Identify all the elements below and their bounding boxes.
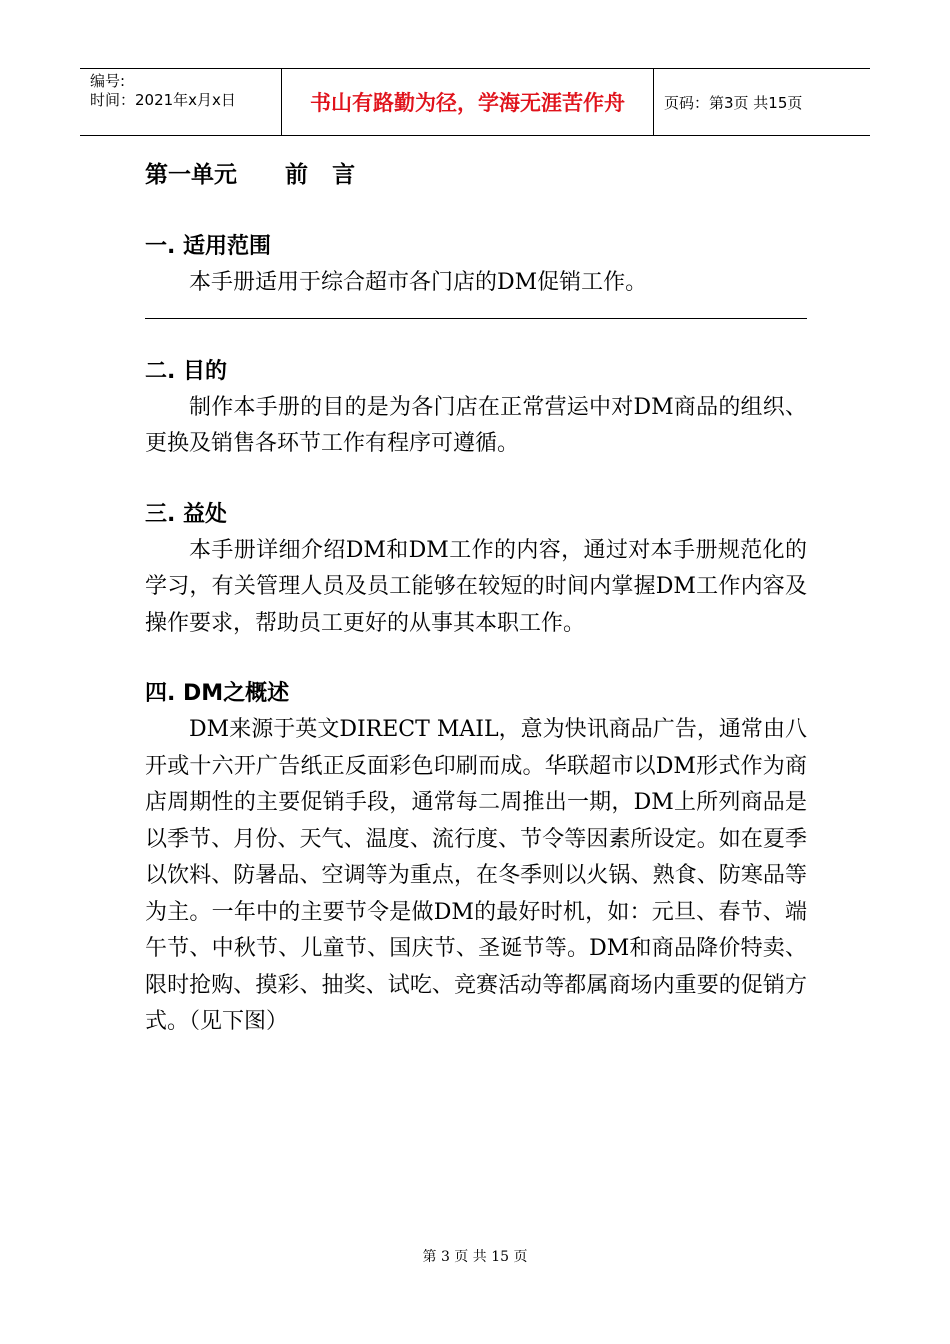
section-body-dm-overview: DM来源于英文DIRECT MAIL，意为快讯商品广告，通常由八开或十六开广告纸正反面彩色印刷而成。华联超市以DM形式作为商店周期性的主要促销手段，通常每二周推出一期，DM上所列商品是以季节、月份、天气、温度、流行度、节令等因素所设定。如在夏季以饮料、防暑品、空调等为重点，在冬季则以火锅、熟食、防寒品等为主。一年中的主要节令是做DM的最好时机，如：元旦、春节、端午节、中秋节、儿童节、国庆节、圣诞节等。DM和商品降价特卖、限时抢购、摸彩、抽奖、试吃、竞赛活动等都属商场内重要的促销方式。（见下图）: [145, 717, 807, 1034]
document-date: 时间：2021年x月x日: [90, 91, 236, 109]
page-footer: 第 3 页 共 15 页: [422, 1249, 528, 1265]
header-meta: [80, 69, 282, 135]
header-page-info: 页码：第3页 共15页: [664, 93, 803, 112]
section-title-scope: 一. 适用范围: [145, 234, 272, 259]
page-header: [80, 68, 870, 136]
document-body: [145, 155, 807, 1041]
section-title-benefits: 三. 益处: [145, 501, 228, 527]
section-body-purpose: 制作本手册的目的是为各门店在正常营运中对DM商品的组织、更换及销售各环节工作有程序可遵循。: [145, 394, 807, 456]
section-body-benefits: 本手册详细介绍DM和DM工作的内容，通过对本手册规范化的学习，有关管理人员及员工能够在较短的时间内掌握DM工作内容及操作要求，帮助员工更好的从事其本职工作。: [145, 537, 807, 636]
section-title-dm-overview: 四. DM之概述: [145, 681, 290, 706]
section-body-scope: 本手册适用于综合超市各门店的DM促销工作。: [189, 270, 648, 295]
document-number-label: 编号:: [90, 72, 126, 90]
unit-title: 第一单元 前 言: [145, 162, 356, 188]
header-motto: 书山有路勤为径，学海无涯苦作舟: [282, 69, 654, 135]
section-title-purpose: 二. 目的: [145, 358, 228, 384]
